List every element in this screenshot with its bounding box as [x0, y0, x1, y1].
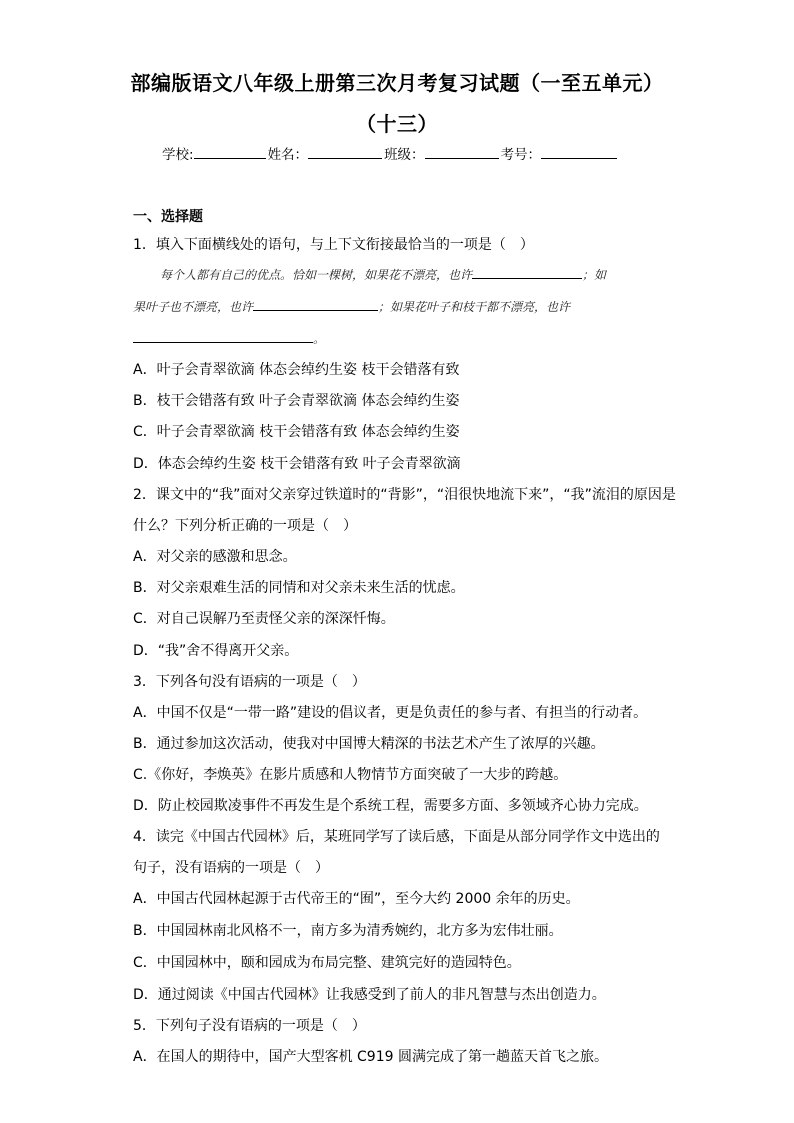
- question-2-option-a: A．对父亲的感激和思念。: [133, 549, 297, 565]
- question-1-option-d: D．体态会绰约生姿 枝干会错落有致 叶子会青翠欲滴: [133, 456, 461, 472]
- question-1-passage-line3: [133, 330, 325, 347]
- passage-text: ；如果花叶子和枝干都不漂亮，也许: [378, 300, 571, 314]
- passage-text: 果叶子也不漂亮，也许: [133, 300, 254, 314]
- number-blank: [541, 143, 617, 159]
- question-2-stem-line2: 什么？下列分析正确的一项是（ ）: [133, 518, 357, 534]
- student-info-line: [162, 143, 619, 163]
- question-5-option-a: A．在国人的期待中，国产大型客机 C919 圆满完成了第一趟蓝天首飞之旅。: [133, 1049, 608, 1065]
- question-5-stem: 5．下列句子没有语病的一项是（ ）: [133, 1018, 366, 1034]
- question-4-option-c: C．中国园林中，颐和园成为布局完整、建筑完好的造园特色。: [133, 955, 521, 971]
- question-3-option-a: A．中国不仅是“一带一路”建设的倡议者，更是负责任的参与者、有担当的行动者。: [133, 705, 648, 721]
- question-2-stem-line1: 2．课文中的“我”面对父亲穿过铁道时的“背影”，“泪很快地流下来”，“我”流泪的原因是: [133, 487, 676, 503]
- question-2-option-b: B．对父亲艰难生活的同情和对父亲未来生活的忧虑。: [133, 580, 465, 596]
- question-1-stem: 1．填入下面横线处的语句，与上下文衔接最恰当的一项是（ ）: [133, 237, 534, 253]
- question-1-option-a: A．叶子会青翠欲滴 体态会绰约生姿 枝干会错落有致: [133, 362, 460, 378]
- exam-subtitle: （十三）: [356, 112, 438, 136]
- school-label: 学校:: [162, 147, 194, 163]
- question-3-option-c: C.《你好，李焕英》在影片质感和人物情节方面突破了一大步的跨越。: [133, 767, 568, 783]
- question-4-option-b: B．中国园林南北风格不一，南方多为清秀婉约，北方多为宏伟壮丽。: [133, 923, 563, 939]
- number-label: 考号：: [500, 147, 542, 163]
- question-1-option-c: C．叶子会青翠欲滴 枝干会错落有致 体态会绰约生姿: [133, 424, 460, 440]
- question-4-option-d: D．通过阅读《中国古代园林》让我感受到了前人的非凡智慧与杰出创造力。: [133, 987, 606, 1003]
- question-1-option-b: B．枝干会错落有致 叶子会青翠欲滴 体态会绰约生姿: [133, 393, 460, 409]
- question-2-option-d: D．“我”舍不得离开父亲。: [133, 643, 299, 659]
- passage-text: ；如: [582, 268, 607, 282]
- question-3-option-d: D．防止校园欺凌事件不再发生是个系统工程，需要多方面、多领域齐心协力完成。: [133, 798, 648, 814]
- question-4-option-a: A．中国古代园林起源于古代帝王的“囿”，至今大约 2000 余年的历史。: [133, 891, 580, 907]
- section-heading: 一、选择题: [133, 209, 203, 225]
- question-3-stem: 3．下列各句没有语病的一项是（ ）: [133, 674, 366, 690]
- passage-text: 。: [313, 332, 326, 346]
- question-2-option-c: C．对自己误解乃至责怪父亲的深深忏悔。: [133, 611, 395, 627]
- class-label: 班级：: [384, 147, 425, 163]
- question-3-option-b: B．通过参加这次活动，使我对中国博大精深的书法艺术产生了浓厚的兴趣。: [133, 736, 605, 752]
- class-blank: [425, 143, 499, 159]
- question-4-stem-line2: 句子，没有语病的一项是（ ）: [133, 860, 329, 876]
- name-label: 姓名：: [267, 147, 309, 163]
- question-4-stem-line1: 4．读完《中国古代园林》后，某班同学写了读后感，下面是从部分同学作文中选出的: [133, 829, 660, 845]
- name-blank: [308, 143, 382, 159]
- passage-text: 每个人都有自己的优点。恰如一棵树，如果花不漂亮，也许: [160, 268, 473, 282]
- fill-blank-1: [472, 266, 582, 279]
- fill-blank-2: [253, 298, 378, 311]
- school-blank: [194, 143, 266, 159]
- question-1-passage-line2: [133, 298, 570, 315]
- exam-title: 部编版语文八年级上册第三次月考复习试题（一至五单元）: [130, 71, 664, 95]
- question-1-passage-line1: [160, 266, 606, 283]
- fill-blank-3: [133, 330, 313, 343]
